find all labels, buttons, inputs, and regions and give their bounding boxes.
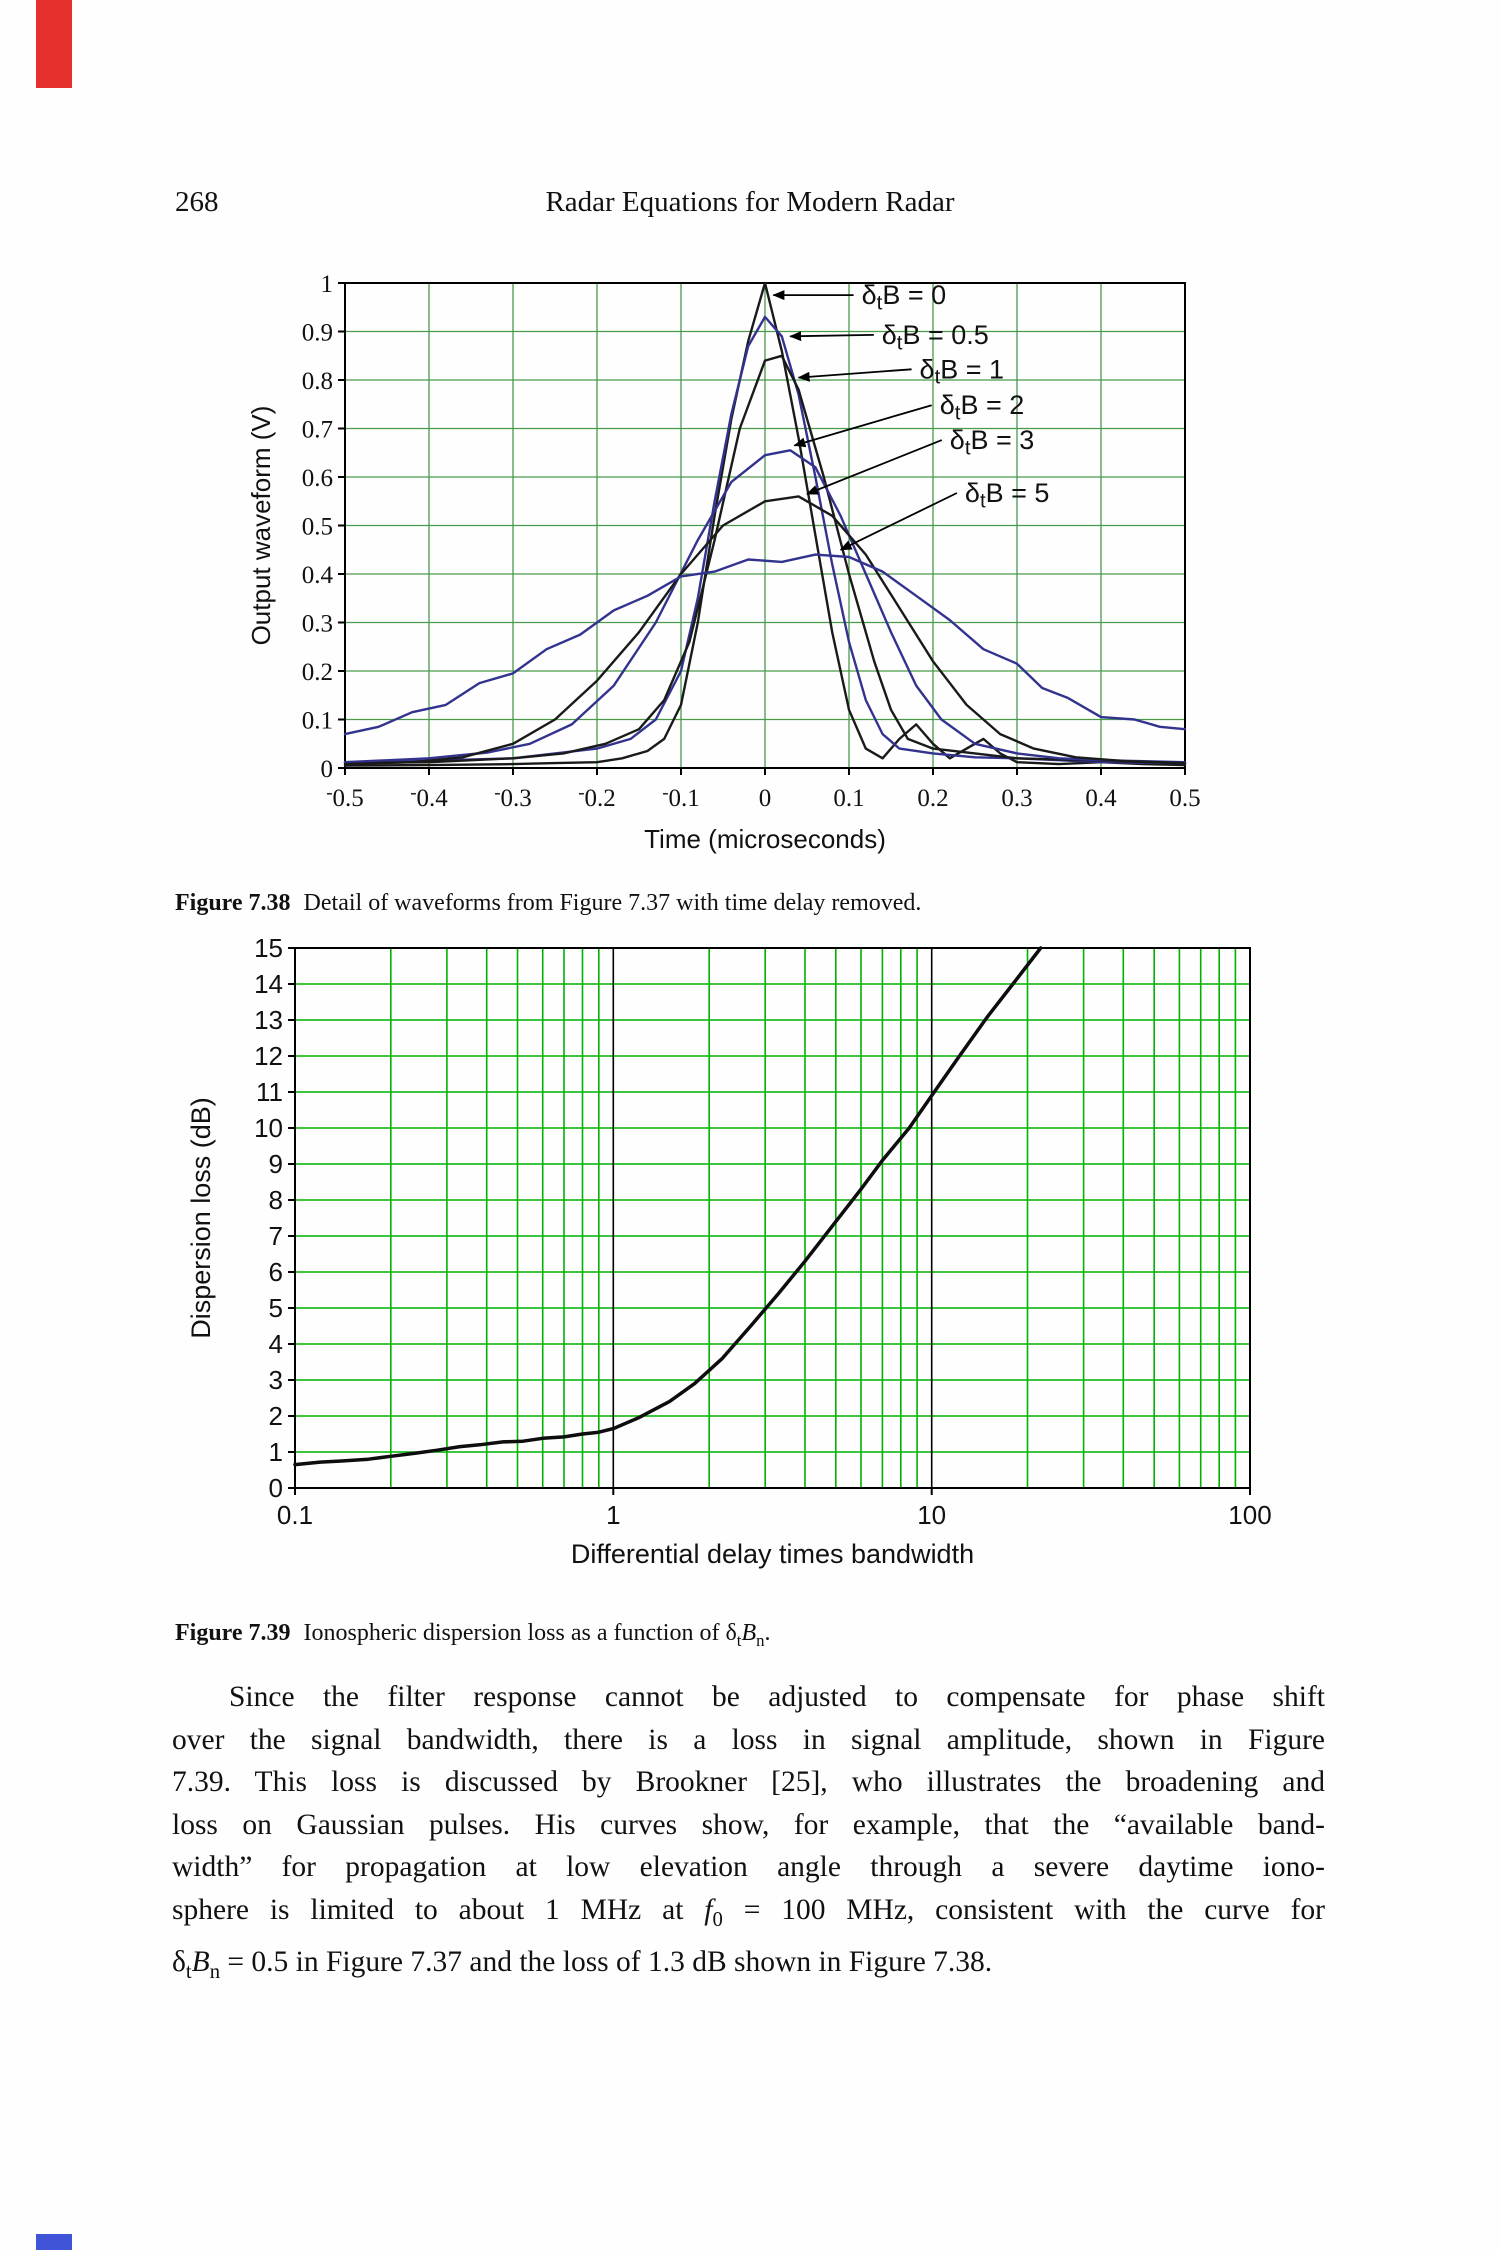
x-tick-label: 0: [758, 785, 772, 812]
x-tick-label: -0.2: [578, 782, 616, 812]
curve-label: $\delta_tB = 0.5$: [881, 319, 989, 355]
y-tick-label: 0.7: [301, 416, 333, 444]
paragraph-line: width” for propagation at low elevation angle through a severe daytime iono-: [172, 1851, 1325, 1883]
y-tick-label: 0.8: [301, 367, 333, 395]
y-tick-label: 7: [268, 1221, 283, 1252]
paragraph-line: loss on Gaussian pulses. His curves show, for example, that the “available band-: [172, 1808, 1325, 1841]
curve-label: $\delta_tB = 5$: [964, 478, 1050, 513]
x-tick-label: -0.3: [494, 782, 532, 812]
y-tick-label: 6: [268, 1257, 283, 1288]
figure-7-39-caption-label: Figure 7.39: [175, 1620, 291, 1646]
curve-label: $\delta_tB = 1$: [919, 354, 1005, 389]
running-title: Radar Equations for Modern Radar: [545, 186, 955, 218]
paragraph-line: 7.39. This loss is discussed by Brookner [25], who illustrates the broadening and: [172, 1766, 1325, 1798]
curve-label-arrow: [794, 405, 931, 445]
y-tick-label: 0: [268, 1473, 283, 1504]
y-tick-label: 0.1: [301, 707, 333, 735]
curve-label-arrow: [790, 335, 874, 336]
y-tick-label: 10: [254, 1113, 283, 1144]
body-paragraph: [172, 1676, 1325, 1993]
plot-frame: [295, 948, 1250, 1488]
y-tick-label: 1: [268, 1437, 283, 1468]
x-tick-label: -0.1: [662, 782, 700, 812]
figure-7-39-chart: [186, 933, 1300, 1583]
page-number: 268: [175, 186, 219, 218]
y-tick-label: 5: [268, 1293, 283, 1324]
x-tick-label: 0.1: [833, 785, 865, 812]
curve-label: $\delta_tB = 3$: [949, 425, 1035, 460]
figure-7-38-caption-label: Figure 7.38: [175, 890, 291, 916]
x-tick-label: 0.4: [1085, 785, 1117, 812]
y-tick-label: 8: [268, 1185, 283, 1216]
y-tick-label: 0.2: [301, 658, 333, 686]
curve-label-arrow: [799, 369, 912, 377]
y-tick-label: 13: [254, 1005, 283, 1036]
x-tick-label: 100: [1228, 1500, 1272, 1530]
y-tick-label: 2: [268, 1401, 283, 1432]
x-tick-label: -0.4: [410, 782, 448, 812]
figure-7-38-chart: [230, 268, 1200, 853]
x-tick-label: 0.3: [1001, 785, 1033, 812]
y-tick-label: 0.5: [301, 513, 333, 541]
x-tick-label: 1: [606, 1500, 621, 1530]
y-tick-label: 15: [254, 933, 283, 964]
y-tick-label: 0.3: [301, 610, 333, 638]
y-tick-label: 4: [268, 1329, 283, 1360]
y-tick-label: 14: [254, 969, 283, 1000]
x-tick-label: 0.5: [1169, 785, 1201, 812]
series-0: [295, 948, 1041, 1465]
x-tick-label: -0.5: [326, 782, 364, 812]
figure-7-39-caption-text: Ionospheric dispersion loss as a function of $\delta_tB_n$.: [303, 1620, 771, 1650]
running-header: [175, 186, 1325, 226]
y-tick-label: 3: [268, 1365, 283, 1396]
y-tick-label: 9: [268, 1149, 283, 1180]
x-axis-label: Time (microseconds): [644, 824, 886, 854]
y-tick-label: 0.4: [301, 561, 333, 589]
figure-7-38-caption: [175, 890, 1325, 917]
curve-label: $\delta_tB = 2$: [939, 390, 1025, 425]
figure-7-39-caption: [175, 1620, 1325, 1651]
x-tick-label: 0.2: [917, 785, 949, 812]
x-tick-label: 10: [917, 1500, 947, 1530]
paragraph-line: sphere is limited to about 1 MHz at $f_0 = 100$ MHz, consistent with the curve for: [172, 1893, 1325, 1931]
x-tick-label: 0.1: [276, 1500, 314, 1530]
curve-label-arrow: [807, 440, 942, 494]
figure-7-38-caption-text: Detail of waveforms from Figure 7.37 with time delay removed.: [303, 890, 922, 916]
y-axis-label: Dispersion loss (dB): [186, 1097, 216, 1339]
curve-label: $\delta_tB = 0$: [861, 280, 947, 315]
paragraph-line: $\delta_tB_n = 0.5$ in Figure 7.37 and the loss of 1.3 dB shown in Figure 7.38.: [172, 1945, 993, 1983]
y-tick-label: 0: [320, 755, 333, 783]
y-tick-label: 0.9: [301, 319, 333, 347]
page-edge-blue-mark: [36, 2234, 72, 2250]
y-tick-label: 1: [320, 270, 333, 298]
y-tick-label: 11: [256, 1077, 283, 1108]
paragraph-line: over the signal bandwidth, there is a loss in signal amplitude, shown in Figure: [172, 1723, 1325, 1756]
curve-label-arrow: [841, 493, 957, 550]
page-edge-red-mark: [36, 0, 72, 88]
paragraph-line: Since the filter response cannot be adjusted to compensate for phase shift: [229, 1681, 1325, 1713]
y-axis-label: Output waveform (V): [246, 405, 276, 646]
y-tick-label: 0.6: [301, 464, 333, 492]
y-tick-label: 12: [254, 1041, 283, 1072]
x-axis-label: Differential delay times bandwidth: [570, 1539, 975, 1569]
